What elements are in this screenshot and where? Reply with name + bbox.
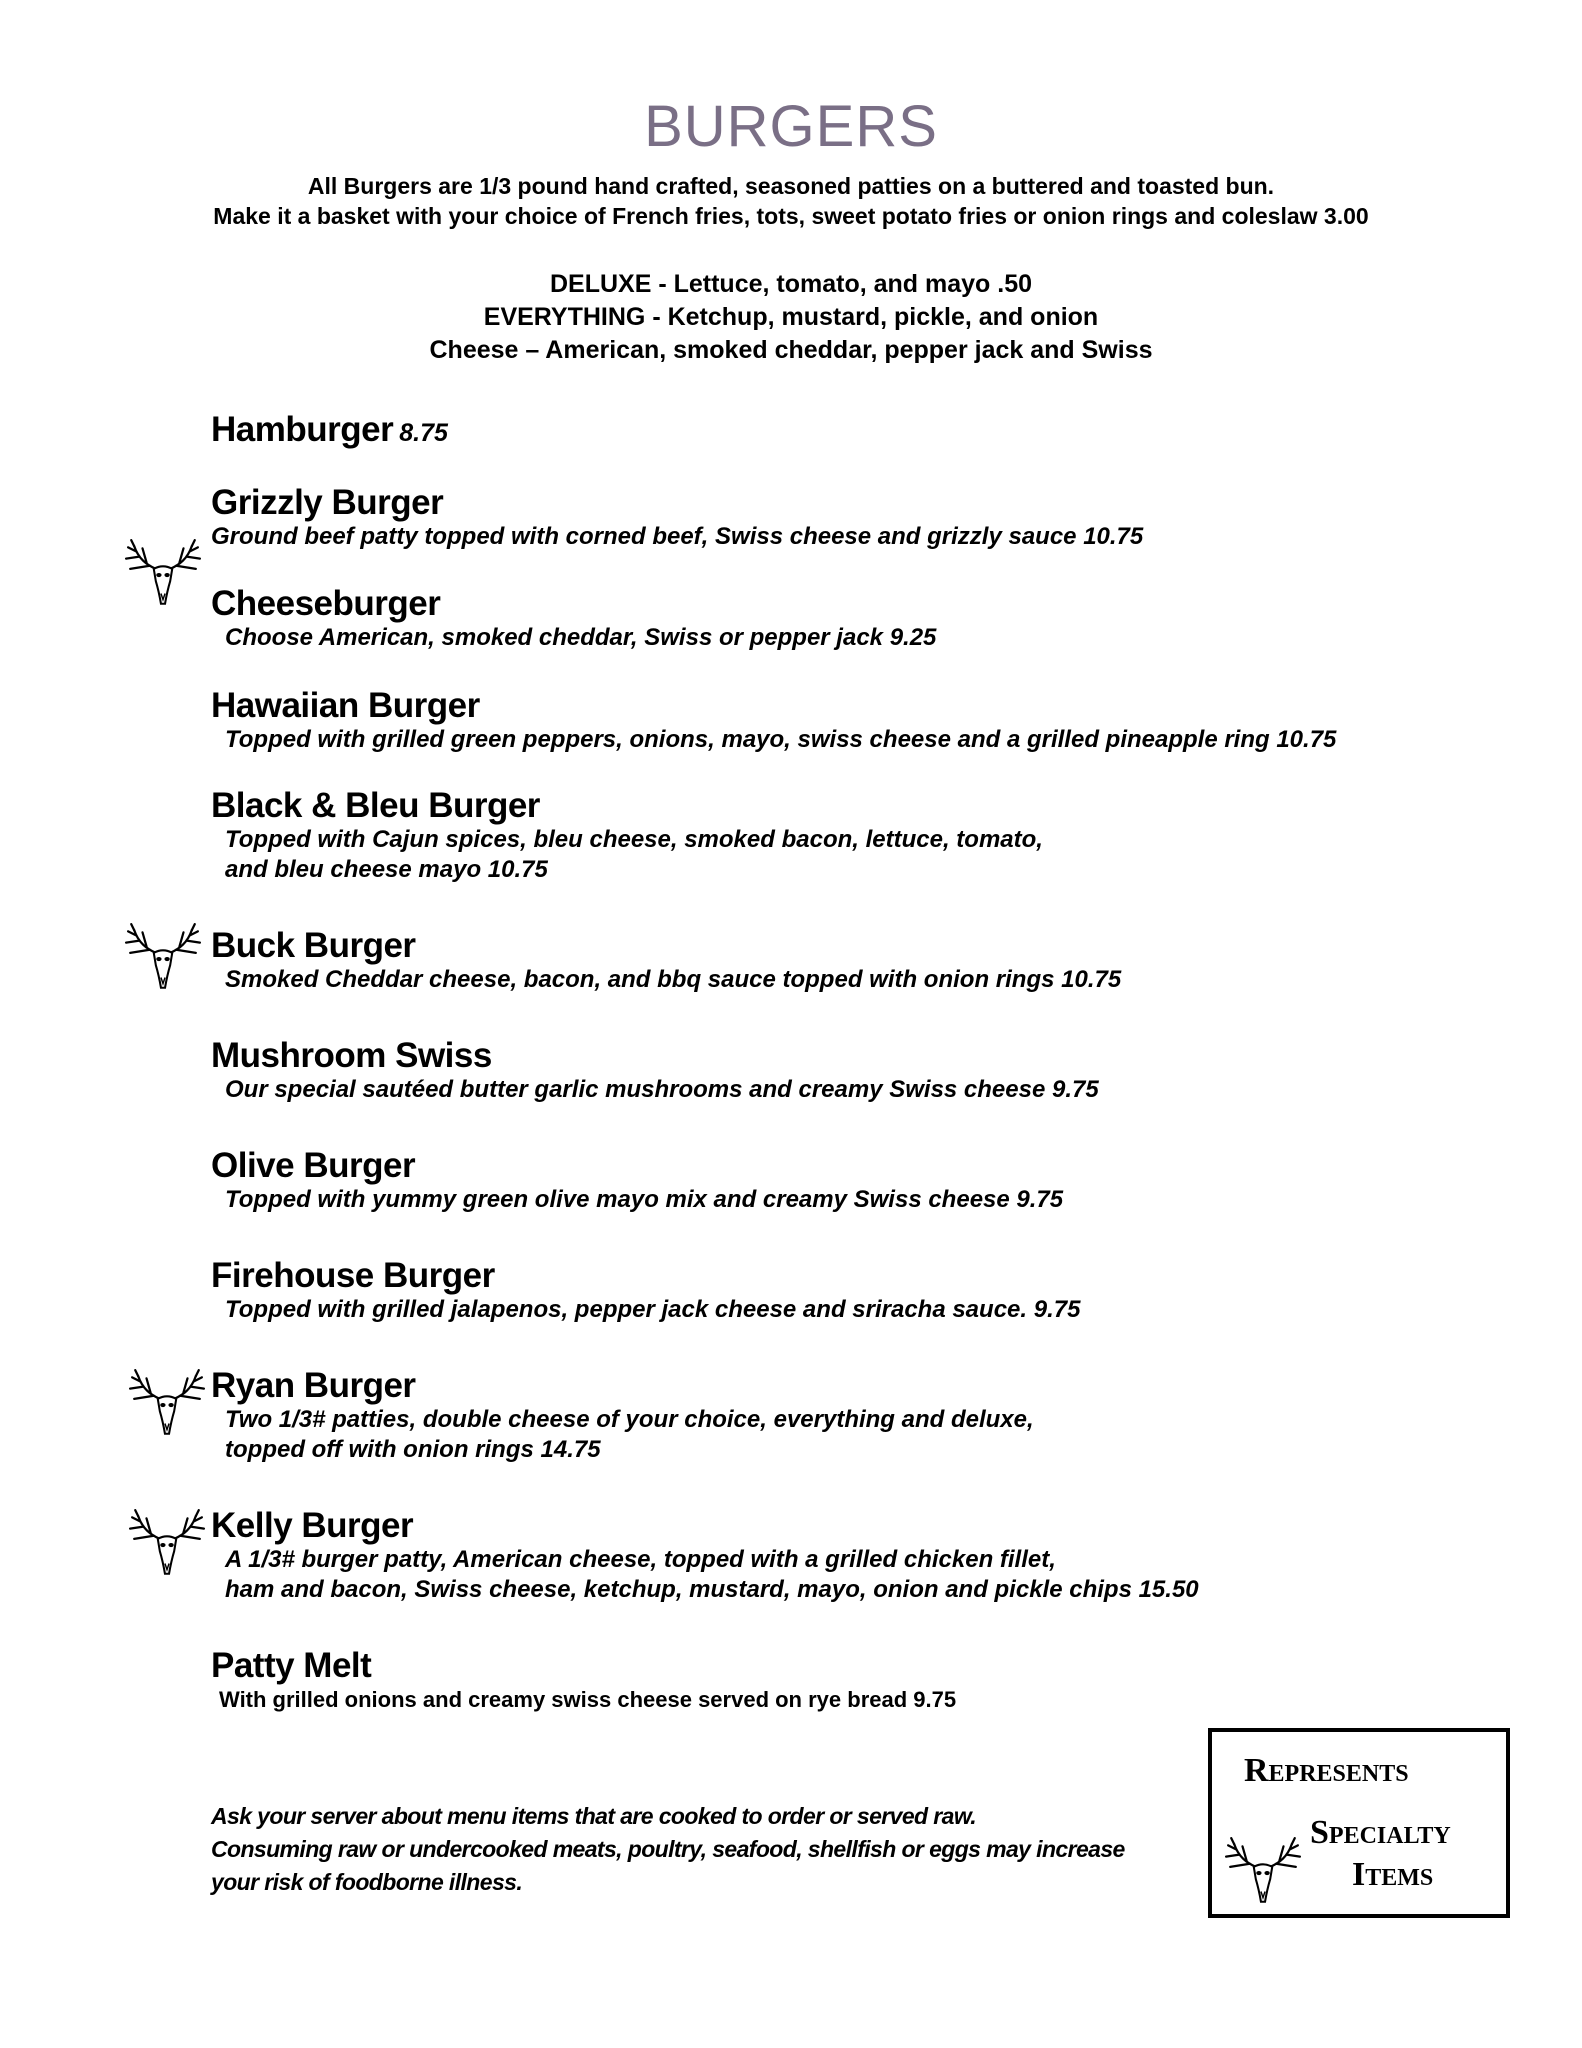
menu-item-ryan-burger <box>211 1368 1034 1465</box>
item-description: With grilled onions and creamy swiss cheese served on rye bread 9.75 <box>219 1687 957 1712</box>
menu-item-firehouse-burger <box>211 1258 1080 1325</box>
item-name: Hamburger <box>211 410 394 449</box>
item-name: Patty Melt <box>211 1646 372 1685</box>
item-name: Grizzly Burger <box>211 483 444 522</box>
item-name: Kelly Burger <box>211 1506 414 1545</box>
item-description: A 1/3# burger patty, American cheese, topped with a grilled chicken fillet, <box>225 1546 1056 1573</box>
item-name: Black & Bleu Burger <box>211 786 540 825</box>
deer-skull-icon <box>1222 1836 1304 1908</box>
item-description-cont: ham and bacon, Swiss cheese, ketchup, mustard, mayo, onion and pickle chips 15.50 <box>225 1576 1199 1603</box>
item-name: Cheeseburger <box>211 584 441 623</box>
disclaimer-line-2: Consuming raw or undercooked meats, poultry, seafood, shellfish or eggs may increase <box>211 1836 1125 1862</box>
cheese-option: Cheese – American, smoked cheddar, pepper jack and Swiss <box>429 336 1153 364</box>
menu-item-kelly-burger <box>211 1508 1199 1605</box>
item-description: Topped with yummy green olive mayo mix and creamy Swiss cheese 9.75 <box>225 1186 1064 1213</box>
intro-line-2: Make it a basket with your choice of French fries, tots, sweet potato fries or onion rings and coleslaw 3.00 <box>213 203 1369 229</box>
legend-line-3: Items <box>1352 1856 1434 1893</box>
menu-item-grizzly-burger <box>211 485 1143 552</box>
item-name: Olive Burger <box>211 1146 416 1185</box>
item-description: Topped with grilled jalapenos, pepper jack cheese and sriracha sauce. 9.75 <box>225 1296 1081 1323</box>
menu-item-olive-burger <box>211 1148 1063 1215</box>
item-description: Topped with grilled green peppers, onions, mayo, swiss cheese and a grilled pineapple ring 10.75 <box>225 726 1337 753</box>
item-description: Choose American, smoked cheddar, Swiss or pepper jack 9.25 <box>225 624 937 651</box>
deer-skull-icon <box>122 922 204 994</box>
deer-skull-icon <box>126 1368 208 1440</box>
disclaimer-line-3: your risk of foodborne illness. <box>211 1869 523 1895</box>
deluxe-option: DELUXE - Lettuce, tomato, and mayo .50 <box>549 270 1033 298</box>
legend-line-2: Specialty <box>1310 1814 1451 1851</box>
item-description: Two 1/3# patties, double cheese of your choice, everything and deluxe, <box>225 1406 1034 1433</box>
specialty-legend <box>1208 1728 1510 1918</box>
menu-item-black-bleu-burger <box>211 788 1043 885</box>
item-description: Smoked Cheddar cheese, bacon, and bbq sauce topped with onion rings 10.75 <box>225 966 1122 993</box>
everything-option: EVERYTHING - Ketchup, mustard, pickle, and onion <box>483 303 1099 331</box>
menu-item-mushroom-swiss <box>211 1038 1099 1105</box>
item-description: Topped with Cajun spices, bleu cheese, smoked bacon, lettuce, tomato, <box>225 826 1043 853</box>
disclaimer-line-1: Ask your server about menu items that are cooked to order or served raw. <box>211 1803 977 1829</box>
menu-item-hawaiian-burger <box>211 688 1336 755</box>
deer-skull-icon <box>126 1508 208 1580</box>
menu-item-buck-burger <box>211 928 1121 995</box>
item-name: Buck Burger <box>211 926 416 965</box>
intro-line-1: All Burgers are 1/3 pound hand crafted, seasoned patties on a buttered and toasted bun. <box>307 173 1275 199</box>
item-description: Our special sautéed butter garlic mushrooms and creamy Swiss cheese 9.75 <box>225 1076 1099 1103</box>
item-description: Ground beef patty topped with corned beef, Swiss cheese and grizzly sauce 10.75 <box>211 523 1144 550</box>
item-name: Hawaiian Burger <box>211 686 480 725</box>
menu-item-cheeseburger <box>211 586 936 653</box>
item-description-cont: topped off with onion rings 14.75 <box>225 1436 601 1463</box>
item-name: Mushroom Swiss <box>211 1036 492 1075</box>
item-name: Ryan Burger <box>211 1366 416 1405</box>
menu-item-hamburger <box>211 412 448 448</box>
legend-line-1: Represents <box>1244 1752 1409 1789</box>
menu-item-patty-melt <box>211 1648 956 1715</box>
food-safety-disclaimer <box>211 1800 1125 1899</box>
item-description-cont: and bleu cheese mayo 10.75 <box>225 856 548 883</box>
page-title: BURGERS <box>644 94 938 159</box>
item-name: Firehouse Burger <box>211 1256 495 1295</box>
item-price: 8.75 <box>399 419 448 447</box>
deer-skull-icon <box>122 538 204 610</box>
